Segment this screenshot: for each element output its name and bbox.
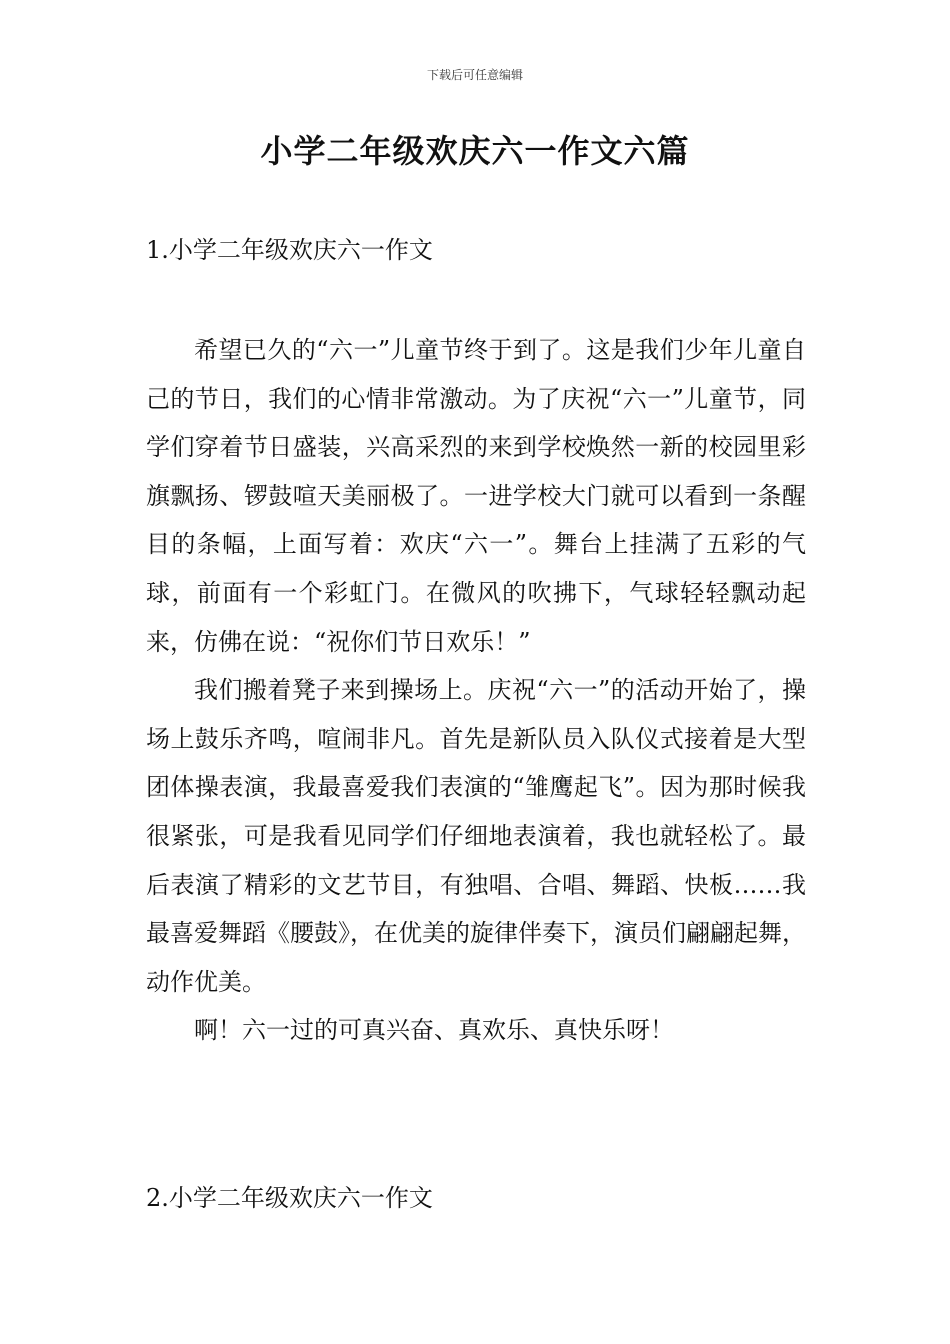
paragraph: 希望已久的“六一”儿童节终于到了。这是我们少年儿童自己的节日，我们的心情非常激动。为了庆祝“六一”儿童节，同学们穿着节日盛装，兴高采烈的来到学校焕然一新的校园里彩旗飘扬、锣鼓喧天美丽极了。一进学校大门就可以看到一条醒目的条幅，上面写着：欢庆“六一”。舞台上挂满了五彩的气球，前面有一个彩虹门。在微风的吹拂下，气球轻轻飘动起来，仿佛在说：“祝你们节日欢乐！” [146,336,806,656]
section-heading-2: 2.小学二年级欢庆六一作文 [146,1184,433,1212]
header-note: 下载后可任意编辑 [426,68,523,82]
paragraph: 啊！六一过的可真兴奋、真欢乐、真快乐呀！ [194,1016,674,1045]
section-1-body [146,326,806,1055]
section-heading-1: 1.小学二年级欢庆六一作文 [146,236,433,264]
paragraph: 我们搬着凳子来到操场上。庆祝“六一”的活动开始了，操场上鼓乐齐鸣，喧闹非凡。首先是新队员入队仪式接着是大型团体操表演，我最喜爱我们表演的“雏鹰起飞”。因为那时候我很紧张，可是我看见同学们仔细地表演着，我也就轻松了。最后表演了精彩的文艺节目，有独唱、合唱、舞蹈、快板……我最喜爱舞蹈《腰鼓》，在优美的旋律伴奏下，演员们翩翩起舞，动作优美。 [146,676,806,996]
document-title: 小学二年级欢庆六一作文六篇 [260,132,690,170]
